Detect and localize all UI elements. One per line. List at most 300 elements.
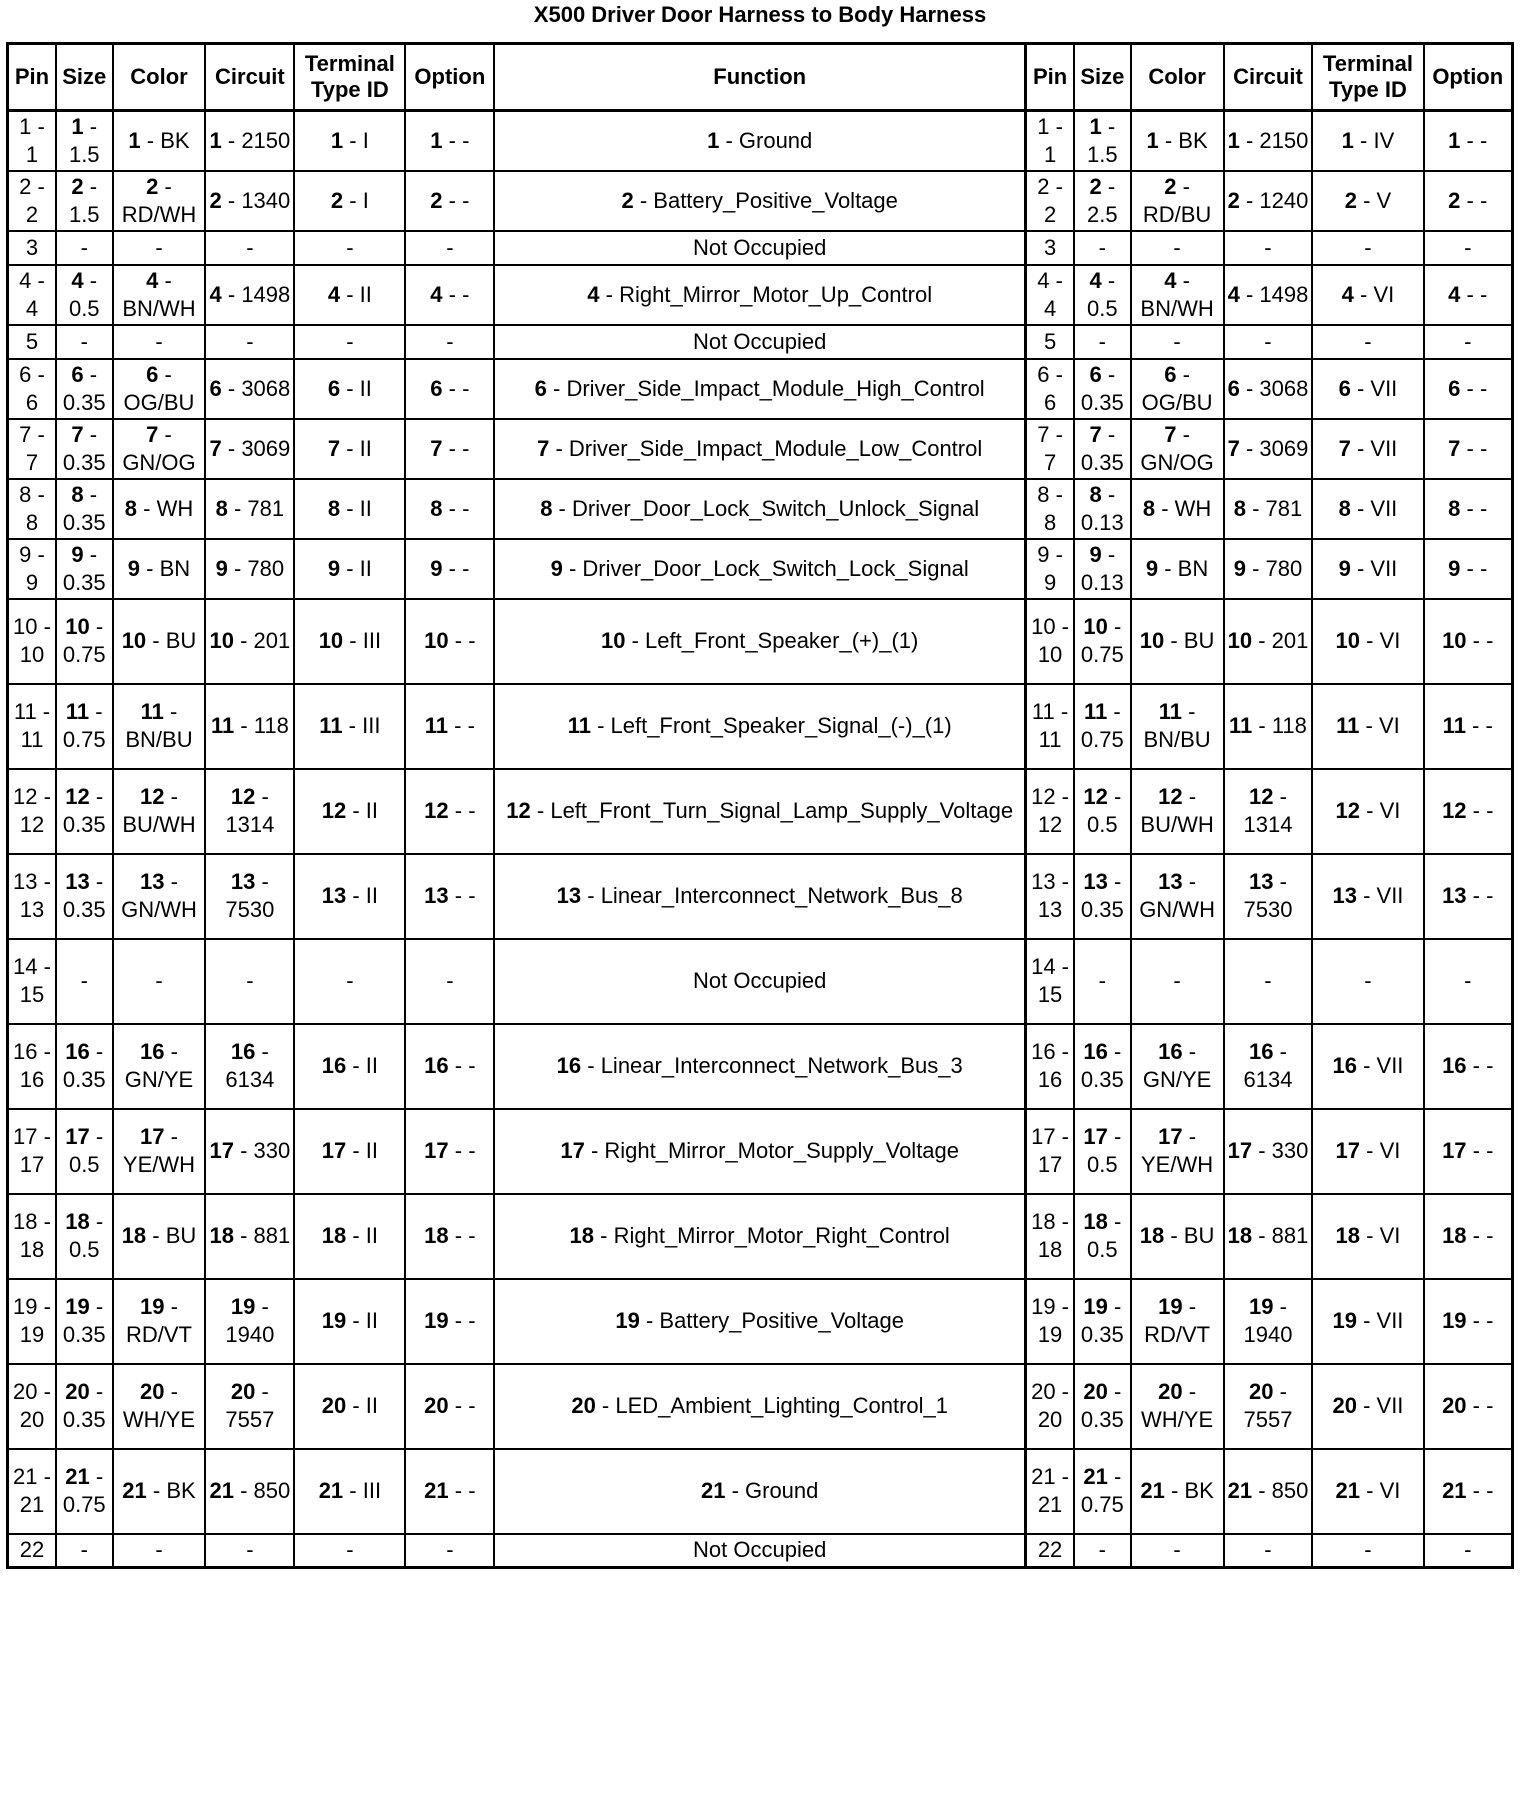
cell-pin-left: 7 - 7: [8, 419, 56, 479]
cell-option-right: 18 - -: [1424, 1194, 1513, 1279]
cell-color-left: -: [113, 939, 206, 1024]
cell-option-right: -: [1424, 325, 1513, 359]
cell-color-right: 12 - BU/WH: [1131, 769, 1224, 854]
cell-circuit-left: 2 - 1340: [205, 171, 294, 231]
table-row: [8, 359, 1513, 419]
cell-color-right: 1 - BK: [1131, 111, 1224, 171]
table-row: [8, 419, 1513, 479]
cell-circuit-left: 13 - 7530: [205, 854, 294, 939]
cell-function: 13 - Linear_Interconnect_Network_Bus_8: [494, 854, 1025, 939]
cell-color-right: 7 - GN/OG: [1131, 419, 1224, 479]
cell-color-left: 6 - OG/BU: [113, 359, 206, 419]
cell-pin-left: 2 - 2: [8, 171, 56, 231]
cell-option-left: 8 - -: [405, 479, 494, 539]
cell-pin-right: 4 - 4: [1026, 265, 1074, 325]
cell-function: 19 - Battery_Positive_Voltage: [494, 1279, 1025, 1364]
cell-size-right: -: [1074, 1534, 1131, 1568]
cell-option-right: 9 - -: [1424, 539, 1513, 599]
cell-size-left: -: [56, 231, 113, 265]
cell-function: 1 - Ground: [494, 111, 1025, 171]
cell-color-right: 8 - WH: [1131, 479, 1224, 539]
table-row: [8, 1449, 1513, 1534]
cell-option-left: 18 - -: [405, 1194, 494, 1279]
cell-color-left: 13 - GN/WH: [113, 854, 206, 939]
cell-function: 9 - Driver_Door_Lock_Switch_Lock_Signal: [494, 539, 1025, 599]
cell-terminal-right: -: [1312, 325, 1423, 359]
cell-circuit-right: 2 - 1240: [1224, 171, 1313, 231]
cell-terminal-left: 8 - II: [294, 479, 405, 539]
cell-circuit-right: 17 - 330: [1224, 1109, 1313, 1194]
cell-option-right: 17 - -: [1424, 1109, 1513, 1194]
cell-function: 10 - Left_Front_Speaker_(+)_(1): [494, 599, 1025, 684]
cell-color-left: -: [113, 1534, 206, 1568]
cell-terminal-left: 21 - III: [294, 1449, 405, 1534]
col-header-color-left: Color: [113, 44, 206, 111]
cell-terminal-left: 12 - II: [294, 769, 405, 854]
cell-option-left: 11 - -: [405, 684, 494, 769]
table-row: [8, 1279, 1513, 1364]
cell-option-right: 16 - -: [1424, 1024, 1513, 1109]
cell-option-left: 6 - -: [405, 359, 494, 419]
cell-size-right: 6 - 0.35: [1074, 359, 1131, 419]
col-header-size-right: Size: [1074, 44, 1131, 111]
table-row: [8, 769, 1513, 854]
col-header-terminal-right: Terminal Type ID: [1312, 44, 1423, 111]
cell-size-left: 10 - 0.75: [56, 599, 113, 684]
cell-function: 4 - Right_Mirror_Motor_Up_Control: [494, 265, 1025, 325]
cell-circuit-right: -: [1224, 939, 1313, 1024]
cell-pin-left: 18 - 18: [8, 1194, 56, 1279]
cell-option-right: 7 - -: [1424, 419, 1513, 479]
cell-size-left: 1 - 1.5: [56, 111, 113, 171]
cell-circuit-left: -: [205, 325, 294, 359]
cell-size-left: 4 - 0.5: [56, 265, 113, 325]
cell-function: 6 - Driver_Side_Impact_Module_High_Control: [494, 359, 1025, 419]
cell-option-right: 8 - -: [1424, 479, 1513, 539]
cell-circuit-right: -: [1224, 231, 1313, 265]
col-header-pin-left: Pin: [8, 44, 56, 111]
cell-color-right: 19 - RD/VT: [1131, 1279, 1224, 1364]
cell-pin-left: 22: [8, 1534, 56, 1568]
cell-circuit-left: 10 - 201: [205, 599, 294, 684]
cell-function: 8 - Driver_Door_Lock_Switch_Unlock_Signal: [494, 479, 1025, 539]
cell-option-right: -: [1424, 231, 1513, 265]
cell-pin-right: 9 - 9: [1026, 539, 1074, 599]
cell-terminal-right: 1 - IV: [1312, 111, 1423, 171]
cell-pin-right: 6 - 6: [1026, 359, 1074, 419]
cell-circuit-right: 1 - 2150: [1224, 111, 1313, 171]
cell-pin-right: 2 - 2: [1026, 171, 1074, 231]
cell-terminal-right: 18 - VI: [1312, 1194, 1423, 1279]
cell-color-left: 19 - RD/VT: [113, 1279, 206, 1364]
cell-color-right: 4 - BN/WH: [1131, 265, 1224, 325]
cell-terminal-left: 4 - II: [294, 265, 405, 325]
cell-terminal-left: 16 - II: [294, 1024, 405, 1109]
cell-option-right: 6 - -: [1424, 359, 1513, 419]
cell-circuit-right: 19 - 1940: [1224, 1279, 1313, 1364]
cell-size-right: 17 - 0.5: [1074, 1109, 1131, 1194]
table-row: [8, 1194, 1513, 1279]
cell-terminal-right: -: [1312, 1534, 1423, 1568]
cell-terminal-right: 19 - VII: [1312, 1279, 1423, 1364]
cell-size-right: 19 - 0.35: [1074, 1279, 1131, 1364]
cell-color-right: 17 - YE/WH: [1131, 1109, 1224, 1194]
cell-terminal-right: 7 - VII: [1312, 419, 1423, 479]
cell-option-left: 10 - -: [405, 599, 494, 684]
cell-function: 17 - Right_Mirror_Motor_Supply_Voltage: [494, 1109, 1025, 1194]
cell-pin-left: 16 - 16: [8, 1024, 56, 1109]
cell-circuit-left: -: [205, 231, 294, 265]
cell-color-left: 11 - BN/BU: [113, 684, 206, 769]
cell-terminal-right: 20 - VII: [1312, 1364, 1423, 1449]
cell-color-left: 8 - WH: [113, 479, 206, 539]
cell-size-left: 13 - 0.35: [56, 854, 113, 939]
cell-pin-left: 13 - 13: [8, 854, 56, 939]
table-row: [8, 171, 1513, 231]
cell-color-right: -: [1131, 939, 1224, 1024]
cell-size-left: 6 - 0.35: [56, 359, 113, 419]
cell-size-right: 8 - 0.13: [1074, 479, 1131, 539]
cell-pin-left: 8 - 8: [8, 479, 56, 539]
cell-size-left: -: [56, 1534, 113, 1568]
cell-pin-left: 17 - 17: [8, 1109, 56, 1194]
cell-size-right: 16 - 0.35: [1074, 1024, 1131, 1109]
cell-color-right: 6 - OG/BU: [1131, 359, 1224, 419]
cell-option-right: 2 - -: [1424, 171, 1513, 231]
cell-size-right: 10 - 0.75: [1074, 599, 1131, 684]
cell-function: 11 - Left_Front_Speaker_Signal_(-)_(1): [494, 684, 1025, 769]
cell-color-right: 2 - RD/BU: [1131, 171, 1224, 231]
cell-terminal-right: 12 - VI: [1312, 769, 1423, 854]
cell-size-left: 11 - 0.75: [56, 684, 113, 769]
table-row: [8, 111, 1513, 171]
cell-option-right: 20 - -: [1424, 1364, 1513, 1449]
cell-color-left: 1 - BK: [113, 111, 206, 171]
cell-circuit-right: 9 - 780: [1224, 539, 1313, 599]
cell-color-left: 7 - GN/OG: [113, 419, 206, 479]
cell-pin-right: 19 - 19: [1026, 1279, 1074, 1364]
cell-circuit-left: -: [205, 939, 294, 1024]
cell-size-right: 9 - 0.13: [1074, 539, 1131, 599]
cell-function: 16 - Linear_Interconnect_Network_Bus_3: [494, 1024, 1025, 1109]
cell-color-right: 9 - BN: [1131, 539, 1224, 599]
cell-option-left: 13 - -: [405, 854, 494, 939]
cell-pin-left: 20 - 20: [8, 1364, 56, 1449]
cell-circuit-left: 16 - 6134: [205, 1024, 294, 1109]
cell-size-left: 8 - 0.35: [56, 479, 113, 539]
cell-size-right: 7 - 0.35: [1074, 419, 1131, 479]
cell-circuit-left: -: [205, 1534, 294, 1568]
cell-color-left: -: [113, 325, 206, 359]
cell-terminal-right: 11 - VI: [1312, 684, 1423, 769]
table-row: [8, 1109, 1513, 1194]
cell-option-left: 2 - -: [405, 171, 494, 231]
cell-option-left: -: [405, 231, 494, 265]
cell-circuit-right: 20 - 7557: [1224, 1364, 1313, 1449]
cell-circuit-left: 20 - 7557: [205, 1364, 294, 1449]
cell-terminal-left: 18 - II: [294, 1194, 405, 1279]
cell-option-right: 21 - -: [1424, 1449, 1513, 1534]
cell-size-left: 21 - 0.75: [56, 1449, 113, 1534]
table-row: [8, 1024, 1513, 1109]
cell-option-right: -: [1424, 1534, 1513, 1568]
cell-pin-left: 1 - 1: [8, 111, 56, 171]
cell-circuit-left: 9 - 780: [205, 539, 294, 599]
cell-pin-left: 14 - 15: [8, 939, 56, 1024]
harness-table: [6, 42, 1514, 1569]
cell-color-left: 4 - BN/WH: [113, 265, 206, 325]
cell-size-right: 12 - 0.5: [1074, 769, 1131, 854]
cell-option-right: 13 - -: [1424, 854, 1513, 939]
col-header-option-left: Option: [405, 44, 494, 111]
cell-circuit-right: 21 - 850: [1224, 1449, 1313, 1534]
cell-color-right: 21 - BK: [1131, 1449, 1224, 1534]
cell-option-right: 11 - -: [1424, 684, 1513, 769]
cell-size-right: 13 - 0.35: [1074, 854, 1131, 939]
cell-option-left: 7 - -: [405, 419, 494, 479]
cell-pin-right: 22: [1026, 1534, 1074, 1568]
cell-option-left: 12 - -: [405, 769, 494, 854]
cell-function: 18 - Right_Mirror_Motor_Right_Control: [494, 1194, 1025, 1279]
cell-terminal-right: 8 - VII: [1312, 479, 1423, 539]
cell-color-left: 2 - RD/WH: [113, 171, 206, 231]
cell-circuit-right: 7 - 3069: [1224, 419, 1313, 479]
col-header-size-left: Size: [56, 44, 113, 111]
cell-terminal-left: 13 - II: [294, 854, 405, 939]
cell-terminal-left: -: [294, 231, 405, 265]
cell-pin-left: 21 - 21: [8, 1449, 56, 1534]
cell-option-left: 4 - -: [405, 265, 494, 325]
cell-terminal-right: 2 - V: [1312, 171, 1423, 231]
cell-color-right: 16 - GN/YE: [1131, 1024, 1224, 1109]
cell-circuit-left: 12 - 1314: [205, 769, 294, 854]
cell-terminal-left: -: [294, 1534, 405, 1568]
cell-terminal-left: 10 - III: [294, 599, 405, 684]
cell-option-left: -: [405, 1534, 494, 1568]
cell-color-right: 11 - BN/BU: [1131, 684, 1224, 769]
cell-color-left: 20 - WH/YE: [113, 1364, 206, 1449]
cell-size-left: 9 - 0.35: [56, 539, 113, 599]
col-header-circuit-left: Circuit: [205, 44, 294, 111]
cell-option-left: 9 - -: [405, 539, 494, 599]
cell-option-right: 1 - -: [1424, 111, 1513, 171]
cell-option-right: -: [1424, 939, 1513, 1024]
cell-size-left: 17 - 0.5: [56, 1109, 113, 1194]
cell-circuit-right: 12 - 1314: [1224, 769, 1313, 854]
cell-color-right: 20 - WH/YE: [1131, 1364, 1224, 1449]
cell-pin-left: 10 - 10: [8, 599, 56, 684]
cell-size-left: 2 - 1.5: [56, 171, 113, 231]
table-row: [8, 539, 1513, 599]
cell-option-left: 19 - -: [405, 1279, 494, 1364]
cell-circuit-left: 21 - 850: [205, 1449, 294, 1534]
cell-function: Not Occupied: [494, 1534, 1025, 1568]
table-row: [8, 599, 1513, 684]
cell-color-left: 21 - BK: [113, 1449, 206, 1534]
col-header-color-right: Color: [1131, 44, 1224, 111]
table-row: [8, 939, 1513, 1024]
cell-option-left: 16 - -: [405, 1024, 494, 1109]
cell-color-right: 13 - GN/WH: [1131, 854, 1224, 939]
cell-color-left: -: [113, 231, 206, 265]
cell-terminal-right: 16 - VII: [1312, 1024, 1423, 1109]
cell-pin-right: 12 - 12: [1026, 769, 1074, 854]
cell-circuit-right: -: [1224, 1534, 1313, 1568]
cell-terminal-left: 9 - II: [294, 539, 405, 599]
cell-size-right: 18 - 0.5: [1074, 1194, 1131, 1279]
cell-size-left: 19 - 0.35: [56, 1279, 113, 1364]
cell-terminal-right: 21 - VI: [1312, 1449, 1423, 1534]
cell-function: Not Occupied: [494, 231, 1025, 265]
cell-circuit-left: 7 - 3069: [205, 419, 294, 479]
cell-circuit-left: 4 - 1498: [205, 265, 294, 325]
cell-option-left: 17 - -: [405, 1109, 494, 1194]
cell-option-left: -: [405, 325, 494, 359]
cell-option-left: 1 - -: [405, 111, 494, 171]
cell-size-left: 16 - 0.35: [56, 1024, 113, 1109]
cell-pin-right: 17 - 17: [1026, 1109, 1074, 1194]
cell-terminal-right: 4 - VI: [1312, 265, 1423, 325]
cell-circuit-right: 6 - 3068: [1224, 359, 1313, 419]
cell-circuit-right: 4 - 1498: [1224, 265, 1313, 325]
cell-option-left: -: [405, 939, 494, 1024]
cell-circuit-right: -: [1224, 325, 1313, 359]
table-row: [8, 1534, 1513, 1568]
cell-color-left: 16 - GN/YE: [113, 1024, 206, 1109]
cell-circuit-right: 8 - 781: [1224, 479, 1313, 539]
col-header-option-right: Option: [1424, 44, 1513, 111]
cell-pin-right: 5: [1026, 325, 1074, 359]
cell-function: 20 - LED_Ambient_Lighting_Control_1: [494, 1364, 1025, 1449]
cell-pin-right: 7 - 7: [1026, 419, 1074, 479]
cell-pin-right: 14 - 15: [1026, 939, 1074, 1024]
cell-terminal-left: 19 - II: [294, 1279, 405, 1364]
cell-pin-right: 16 - 16: [1026, 1024, 1074, 1109]
cell-circuit-right: 13 - 7530: [1224, 854, 1313, 939]
cell-terminal-left: -: [294, 939, 405, 1024]
cell-color-left: 10 - BU: [113, 599, 206, 684]
cell-pin-left: 4 - 4: [8, 265, 56, 325]
cell-circuit-right: 10 - 201: [1224, 599, 1313, 684]
cell-circuit-left: 11 - 118: [205, 684, 294, 769]
cell-pin-right: 8 - 8: [1026, 479, 1074, 539]
cell-color-left: 9 - BN: [113, 539, 206, 599]
cell-circuit-right: 16 - 6134: [1224, 1024, 1313, 1109]
table-row: [8, 325, 1513, 359]
cell-function: Not Occupied: [494, 939, 1025, 1024]
cell-terminal-right: 9 - VII: [1312, 539, 1423, 599]
cell-size-left: 7 - 0.35: [56, 419, 113, 479]
cell-size-right: 11 - 0.75: [1074, 684, 1131, 769]
cell-terminal-left: 2 - I: [294, 171, 405, 231]
cell-color-right: -: [1131, 325, 1224, 359]
cell-pin-right: 10 - 10: [1026, 599, 1074, 684]
cell-terminal-right: 13 - VII: [1312, 854, 1423, 939]
cell-terminal-left: -: [294, 325, 405, 359]
cell-size-right: 2 - 2.5: [1074, 171, 1131, 231]
cell-function: 21 - Ground: [494, 1449, 1025, 1534]
cell-size-right: -: [1074, 231, 1131, 265]
cell-color-right: 10 - BU: [1131, 599, 1224, 684]
cell-size-right: -: [1074, 939, 1131, 1024]
cell-size-left: -: [56, 939, 113, 1024]
table-row: [8, 231, 1513, 265]
cell-circuit-left: 17 - 330: [205, 1109, 294, 1194]
cell-size-right: 1 - 1.5: [1074, 111, 1131, 171]
cell-size-left: 18 - 0.5: [56, 1194, 113, 1279]
cell-pin-left: 3: [8, 231, 56, 265]
cell-terminal-left: 7 - II: [294, 419, 405, 479]
col-header-function: Function: [494, 44, 1025, 111]
cell-option-right: 4 - -: [1424, 265, 1513, 325]
cell-pin-right: 1 - 1: [1026, 111, 1074, 171]
col-header-terminal-left: Terminal Type ID: [294, 44, 405, 111]
cell-color-left: 18 - BU: [113, 1194, 206, 1279]
cell-color-left: 17 - YE/WH: [113, 1109, 206, 1194]
cell-size-left: 12 - 0.35: [56, 769, 113, 854]
cell-terminal-right: 6 - VII: [1312, 359, 1423, 419]
cell-color-right: -: [1131, 231, 1224, 265]
cell-pin-left: 19 - 19: [8, 1279, 56, 1364]
cell-option-right: 10 - -: [1424, 599, 1513, 684]
cell-option-left: 20 - -: [405, 1364, 494, 1449]
cell-size-right: 21 - 0.75: [1074, 1449, 1131, 1534]
cell-pin-right: 18 - 18: [1026, 1194, 1074, 1279]
table-row: [8, 1364, 1513, 1449]
cell-terminal-right: -: [1312, 939, 1423, 1024]
cell-function: Not Occupied: [494, 325, 1025, 359]
table-row: [8, 684, 1513, 769]
cell-pin-right: 21 - 21: [1026, 1449, 1074, 1534]
cell-pin-left: 11 - 11: [8, 684, 56, 769]
cell-function: 12 - Left_Front_Turn_Signal_Lamp_Supply_Voltage: [494, 769, 1025, 854]
cell-color-right: -: [1131, 1534, 1224, 1568]
header-row: [8, 44, 1513, 111]
cell-circuit-left: 6 - 3068: [205, 359, 294, 419]
page-title: X500 Driver Door Harness to Body Harness: [533, 2, 987, 27]
cell-pin-right: 20 - 20: [1026, 1364, 1074, 1449]
cell-terminal-left: 20 - II: [294, 1364, 405, 1449]
cell-pin-left: 9 - 9: [8, 539, 56, 599]
cell-pin-left: 12 - 12: [8, 769, 56, 854]
cell-option-right: 12 - -: [1424, 769, 1513, 854]
table-row: [8, 854, 1513, 939]
cell-pin-right: 3: [1026, 231, 1074, 265]
cell-circuit-left: 18 - 881: [205, 1194, 294, 1279]
cell-function: 7 - Driver_Side_Impact_Module_Low_Control: [494, 419, 1025, 479]
cell-pin-right: 11 - 11: [1026, 684, 1074, 769]
col-header-circuit-right: Circuit: [1224, 44, 1313, 111]
cell-size-right: 20 - 0.35: [1074, 1364, 1131, 1449]
cell-function: 2 - Battery_Positive_Voltage: [494, 171, 1025, 231]
cell-circuit-left: 19 - 1940: [205, 1279, 294, 1364]
cell-terminal-right: 17 - VI: [1312, 1109, 1423, 1194]
cell-size-right: -: [1074, 325, 1131, 359]
cell-pin-right: 13 - 13: [1026, 854, 1074, 939]
cell-terminal-left: 1 - I: [294, 111, 405, 171]
cell-color-left: 12 - BU/WH: [113, 769, 206, 854]
cell-size-left: -: [56, 325, 113, 359]
cell-terminal-right: 10 - VI: [1312, 599, 1423, 684]
col-header-pin-right: Pin: [1026, 44, 1074, 111]
cell-pin-left: 5: [8, 325, 56, 359]
cell-pin-left: 6 - 6: [8, 359, 56, 419]
table-row: [8, 265, 1513, 325]
table-row: [8, 479, 1513, 539]
cell-terminal-right: -: [1312, 231, 1423, 265]
cell-circuit-left: 1 - 2150: [205, 111, 294, 171]
cell-circuit-left: 8 - 781: [205, 479, 294, 539]
